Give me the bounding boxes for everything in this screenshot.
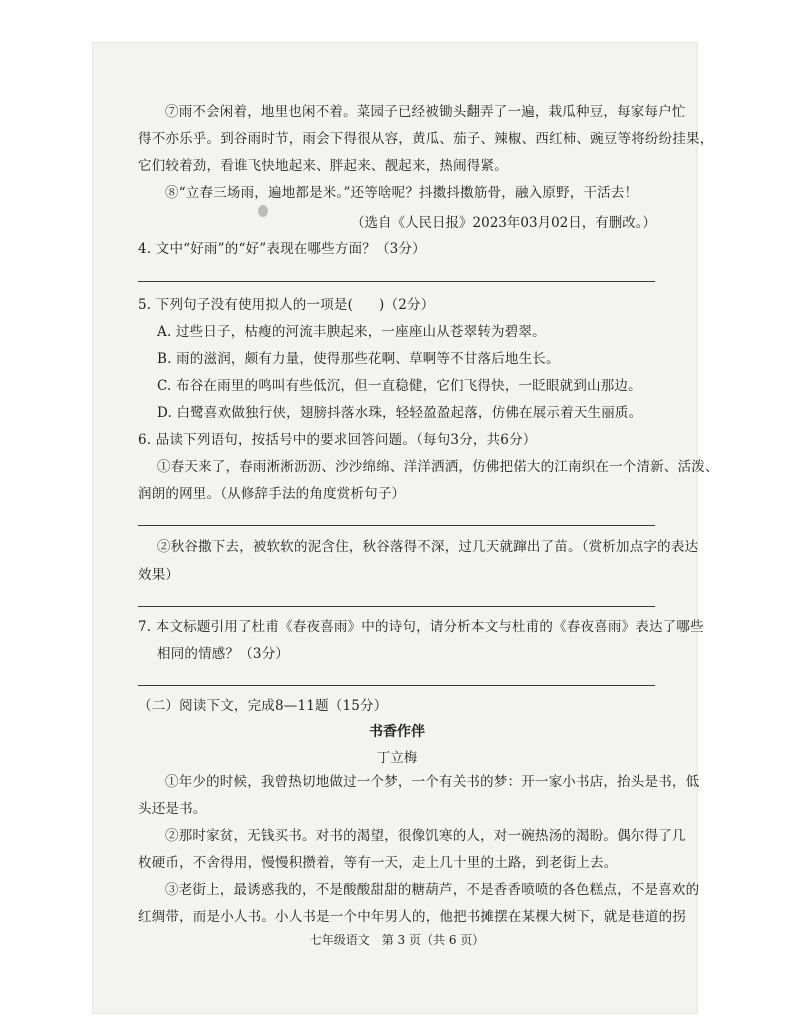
passage-para7-line3: 它们较着劲，看谁飞快地起来、胖起来、靓起来，热闹得紧。 [138, 158, 508, 174]
article-title: 书香作伴 [369, 724, 425, 740]
article-author: 丁立梅 [376, 750, 418, 766]
ink-smudge [258, 205, 268, 217]
passage-source: （选自《人民日报》2023年03月02日，有删改。） [351, 215, 656, 231]
question-5-option-b: B. 雨的滋润，颇有力量，使得那些花啊、草啊等不甘落后地生长。 [157, 351, 560, 367]
article-para3-line1: ③老街上，最诱惑我的，不是酸酸甜甜的糖葫芦，不是香香喷喷的各色糕点，不是喜欢的 [165, 882, 700, 898]
page-footer: 七年级语文 第 3 页（共 6 页） [309, 933, 485, 947]
article-para3-line2: 红绸带，而是小人书。小人书是一个中年男人的，他把书摊摆在某棵大树下，就是巷道的拐 [138, 909, 686, 925]
question-5-stem [138, 296, 434, 314]
question-5-option-c: C. 布谷在雨里的鸣叫有些低沉，但一直稳健，它们飞得快，一眨眼就到山那边。 [157, 378, 642, 394]
question-5-option-a: A. 过些日子，枯瘦的河流丰腴起来，一座座山从苍翠转为碧翠。 [157, 324, 546, 340]
article-para1-line2: 头还是书。 [138, 801, 207, 817]
question-6: 6. 品读下列语句，按括号中的要求回答问题。（每句3分，共6分） [138, 432, 537, 448]
answer-line-q4[interactable] [138, 281, 655, 282]
question-5-stem-a: 5. 下列句子没有使用拟人的一项是( [138, 297, 354, 313]
question-6-item2-line2: 效果） [138, 567, 180, 583]
passage-para8: ⑧“立春三场雨，遍地都是米。”还等啥呢？抖擞抖擞筋骨，融入原野，干活去！ [165, 185, 639, 201]
passage-para7-line2: 得不亦乐乎。到谷雨时节，雨会下得很从容，黄瓜、茄子、辣椒、西红柿、豌豆等将纷纷挂果， [138, 131, 714, 147]
answer-line-q7[interactable] [138, 685, 655, 686]
question-6-item1-line2: 润朗的网里。（从修辞手法的角度赏析句子） [138, 486, 406, 502]
article-para2-line1: ②那时家贫，无钱买书。对书的渴望，很像饥寒的人，对一碗热汤的渴盼。偶尔得了几 [165, 828, 686, 844]
question-5-option-d: D. 白鹭喜欢做独行侠，翅膀抖落水珠，轻轻盈盈起落，仿佛在展示着天生丽质。 [157, 405, 643, 421]
article-para2-line2: 枚硬币，不舍得用，慢慢积攒着，等有一天，走上几十里的土路，到老街上去。 [138, 855, 618, 871]
answer-line-q6-1[interactable] [138, 525, 655, 526]
question-4: 4. 文中“好雨”的“好”表现在哪些方面？（3分） [138, 241, 426, 257]
section-2-heading: （二）阅读下文，完成8—11题（15分） [138, 698, 388, 714]
answer-line-q6-2[interactable] [138, 606, 655, 607]
question-7-line2: 相同的情感？（3分） [157, 646, 290, 662]
article-para1-line1: ①年少的时候，我曾热切地做过一个梦，一个有关书的梦：开一家小书店，抬头是书，低 [165, 774, 700, 790]
question-6-item1-line1: ①春天来了，春雨淅淅沥沥、沙沙绵绵、洋洋洒洒，仿佛把偌大的江南织在一个清新、活泼、 [157, 459, 719, 475]
question-5-stem-b: )（2分） [379, 297, 435, 313]
question-7-line1: 7. 本文标题引用了杜甫《春夜喜雨》中的诗句，请分析本文与杜甫的《春夜喜雨》表达了哪些 [138, 619, 704, 635]
passage-para7-line1: ⑦雨不会闲着，地里也闲不着。菜园子已经被锄头翻弄了一遍，栽瓜种豆，每家每户忙 [165, 104, 686, 120]
question-6-item2-line1: ②秋谷撒下去，被软软的泥含住，秋谷落得不深，过几天就蹿出了苗。（赏析加点字的表达 [157, 539, 699, 555]
